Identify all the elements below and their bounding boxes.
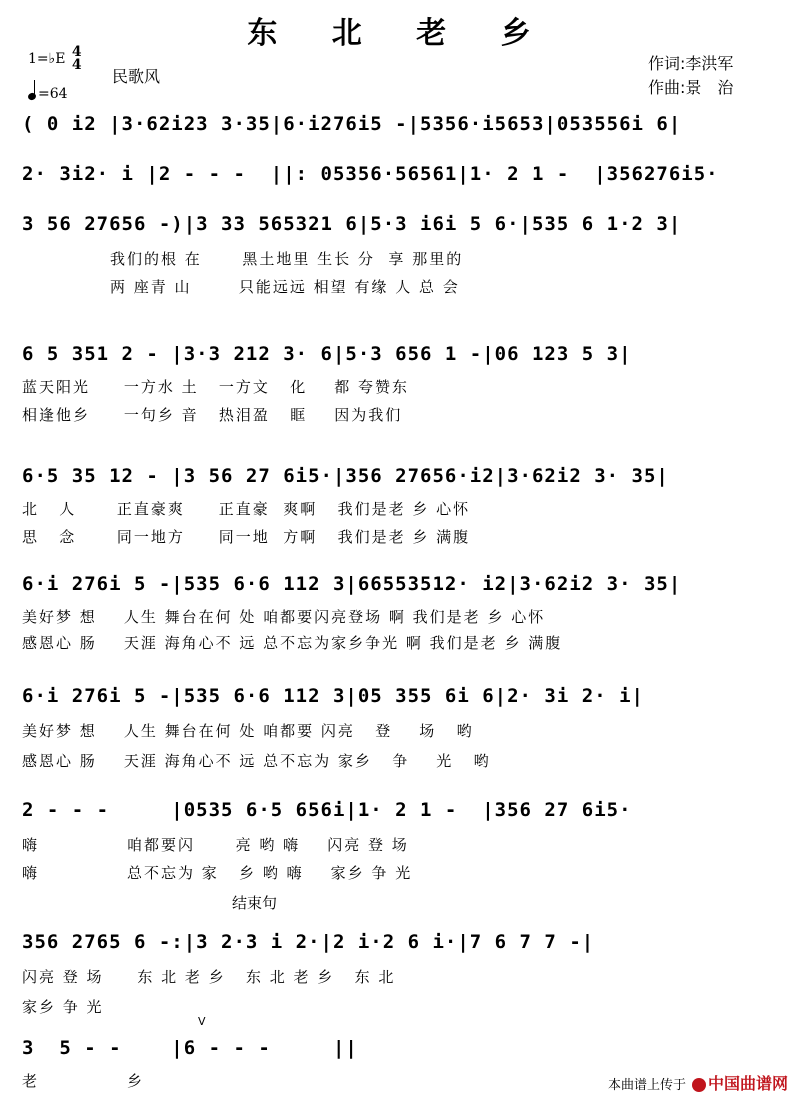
lyric-line-6b: 感恩心 肠 天涯 海角心不 远 总不忘为家乡争光 啊 我们是老 乡 满腹 <box>22 634 563 652</box>
song-title: 东 北 老 乡 <box>247 16 553 51</box>
ending-remark: 结束句 <box>232 894 278 912</box>
time-top: 4 <box>71 44 82 60</box>
lyric-line-8b: 嗨 总不忘为 家 乡 哟 嗨 家乡 争 光 <box>22 864 413 882</box>
score-line-1: ( 0 i2 |3·62i23 3·35|6·i276i5 -|5356·i5653|053556i 6| <box>22 113 682 135</box>
lyric-line-5b: 思 念 同一地方 同一地 方啊 我们是老 乡 满腹 <box>22 528 471 546</box>
score-line-2: 2· 3i2· i |2 - - - ||: 05356·56561|1· 2 1 - |356276i5· <box>22 163 719 185</box>
lyric-line-8a: 嗨 咱都要闪 亮 哟 嗨 闪亮 登 场 <box>22 836 409 854</box>
lyric-line-3a: 我们的根 在 黑土地里 生长 分 享 那里的 <box>22 250 464 268</box>
lyric-line-7b: 感恩心 肠 天涯 海角心不 远 总不忘为 家乡 争 光 哟 <box>22 752 491 770</box>
score-line-8: 2 - - - |0535 6·5 656i|1· 2 1 - |356 27 6i5· <box>22 799 632 821</box>
lyricist: 作词:李洪军 <box>648 54 734 73</box>
style-marking: 民歌风 <box>112 67 161 86</box>
composer: 作曲:景 治 <box>648 78 734 97</box>
credits <box>648 52 733 100</box>
site-logo[interactable] <box>692 1071 788 1094</box>
site-logo-icon <box>692 1078 706 1092</box>
score-line-7: 6·i 276i 5 -|535 6·6 112 3|05 355 6i 6|2· 3i 2· i| <box>22 685 644 707</box>
score-line-9: 356 2765 6 -:|3 2·3 i 2·|2 i·2 6 i·|7 6 7 7 -| <box>22 931 595 953</box>
lyric-line-9b: 家乡 争 光 <box>22 998 104 1016</box>
score-line-3: 3 56 27656 -)|3 33 565321 6|5·3 i6i 5 6·|535 6 1·2 3| <box>22 213 682 235</box>
breath-mark: V <box>198 1015 206 1028</box>
score-line-10: 3 5 - - |6 - - - || <box>22 1037 358 1059</box>
lyric-line-7a: 美好梦 想 人生 舞台在何 处 咱都要 闪亮 登 场 哟 <box>22 722 474 740</box>
lyric-line-4a: 蓝天阳光 一方水 土 一方文 化 都 夸赞东 <box>22 378 410 396</box>
key-signature <box>28 46 82 72</box>
tempo-value: =64 <box>38 86 68 102</box>
score-line-4: 6 5 351 2 - |3·3 212 3· 6|5·3 656 1 -|06 123 5 3| <box>22 343 632 365</box>
score-line-5: 6·5 35 12 - |3 56 27 6i5·|356 27656·i2|3·62i2 3· 35| <box>22 465 669 487</box>
lyric-line-10a: 老 乡 <box>22 1072 144 1090</box>
quarter-note-stem-icon <box>34 80 35 94</box>
time-bottom: 4 <box>71 57 82 73</box>
lyric-line-5a: 北 人 正直豪爽 正直豪 爽啊 我们是老 乡 心怀 <box>22 500 471 518</box>
key-label: 1=♭E <box>28 51 66 67</box>
lyric-line-3b: 两 座青 山 只能远远 相望 有缘 人 总 会 <box>22 278 460 296</box>
lyric-line-4b: 相逢他乡 一句乡 音 热泪盈 眶 因为我们 <box>22 406 403 424</box>
lyric-line-6a: 美好梦 想 人生 舞台在何 处 咱都要闪亮登场 啊 我们是老 乡 心怀 <box>22 608 546 626</box>
lyric-line-9a: 闪亮 登 场 东 北 老 乡 东 北 老 乡 东 北 <box>22 968 396 986</box>
upload-note: 本曲谱上传于 <box>608 1078 687 1093</box>
site-name: 中国曲谱网 <box>708 1074 789 1093</box>
quarter-note-icon <box>27 92 37 101</box>
score-line-6: 6·i 276i 5 -|535 6·6 112 3|66553512· i2|3·62i2 3· 35| <box>22 573 682 595</box>
